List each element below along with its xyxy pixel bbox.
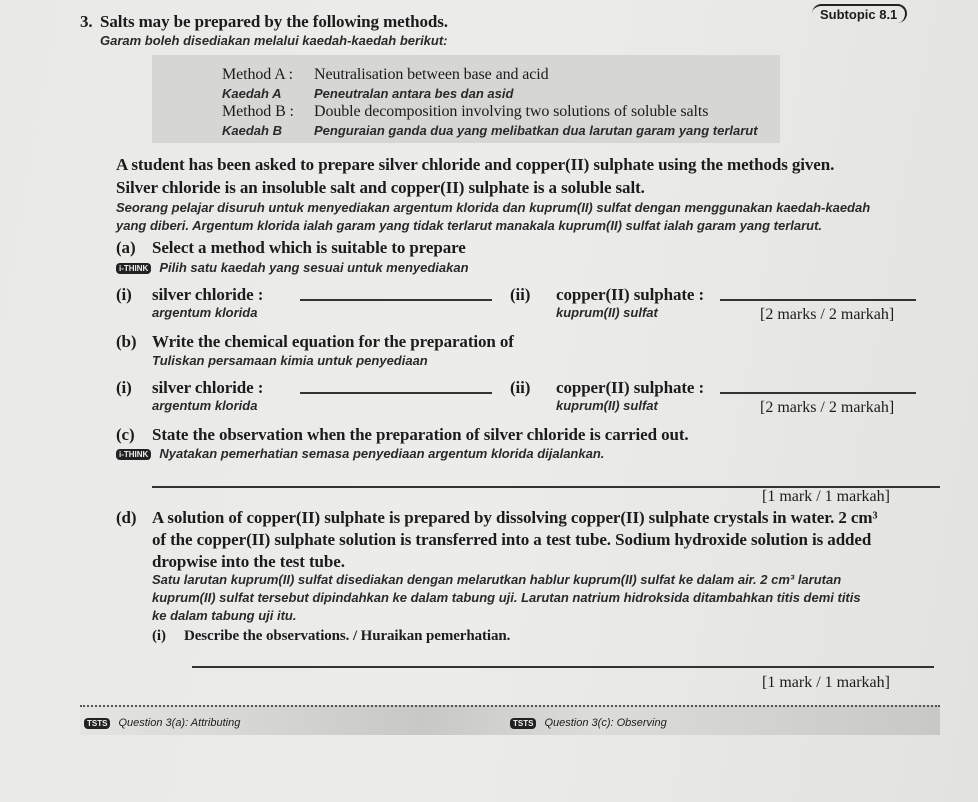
part-d-ms-1: Satu larutan kuprum(II) sulfat disediakan dengan melarutkan hablur kuprum(II) sulfat ke dalam air. 2 cm³ larutan [152, 572, 842, 587]
tsts-badge: TSTS [84, 718, 110, 729]
part-b-i-label: (i) [116, 378, 132, 397]
kaedah-a-text: Peneutralan antara bes dan asid [314, 86, 514, 101]
part-a-i-label: (i) [116, 285, 132, 304]
part-d-marks: [1 mark / 1 markah] [762, 674, 890, 691]
part-b-label: (b) [116, 332, 137, 351]
part-a-ii-text: copper(II) sulphate : [556, 285, 705, 304]
ithink-badge: i-THINK [116, 263, 151, 274]
answer-line-a-ii[interactable] [720, 299, 916, 301]
part-b-i-text: silver chloride : [152, 378, 264, 397]
method-a-label: Method A : [222, 66, 294, 83]
part-d-en-2: of the copper(II) sulphate solution is transferred into a test tube. Sodium hydroxide solution is added [152, 530, 872, 549]
method-b-label: Method B : [222, 103, 294, 120]
stem-en-2: Silver chloride is an insoluble salt and copper(II) sulphate is a soluble salt. [116, 178, 645, 197]
answer-line-d-i[interactable] [192, 666, 934, 668]
part-b-ii-ms: kuprum(II) sulfat [556, 398, 658, 413]
part-b-en: Write the chemical equation for the preparation of [152, 332, 514, 351]
intro-en: Salts may be prepared by the following methods. [100, 12, 448, 31]
method-a-text: Neutralisation between base and acid [314, 66, 549, 83]
answer-line-b-i[interactable] [300, 392, 492, 394]
method-b-text: Double decomposition involving two solutions of soluble salts [314, 103, 709, 120]
kaedah-b-label: Kaedah B [222, 123, 282, 138]
question-number: 3. [80, 12, 93, 31]
part-d-label: (d) [116, 508, 137, 527]
intro-ms: Garam boleh disediakan melalui kaedah-kaedah berikut: [100, 33, 448, 48]
part-b-marks: [2 marks / 2 markah] [760, 399, 895, 416]
stem-en-1: A student has been asked to prepare silver chloride and copper(II) sulphate using the methods given. [116, 155, 835, 174]
kaedah-b-text: Penguraian ganda dua yang melibatkan dua larutan garam yang terlarut [314, 123, 758, 138]
footer-skill-c: Question 3(c): Observing [544, 717, 667, 729]
subtopic-label: Subtopic 8.1 [812, 4, 907, 23]
part-c-en: State the observation when the preparation of silver chloride is carried out. [152, 425, 689, 444]
part-a-ii-ms: kuprum(II) sulfat [556, 305, 658, 320]
footer-skill-a: Question 3(a): Attributing [118, 717, 241, 729]
part-a-ii-label: (ii) [510, 285, 531, 304]
part-d-ms-2: kuprum(II) sulfat tersebut dipindahkan ke dalam tabung uji. Larutan natrium hidroksida ditambahkan titis demi titis [152, 590, 861, 605]
tsts-badge: TSTS [510, 718, 536, 729]
ithink-badge: i-THINK [116, 449, 151, 460]
part-d-i-label: (i) [152, 628, 166, 644]
part-c-label: (c) [116, 425, 135, 444]
part-a-en: Select a method which is suitable to prepare [152, 238, 466, 257]
methods-box [152, 55, 780, 143]
skills-footer [80, 705, 940, 735]
part-a-label: (a) [116, 238, 136, 257]
part-c-marks: [1 mark / 1 markah] [762, 488, 890, 505]
part-b-ii-text: copper(II) sulphate : [556, 378, 705, 397]
part-b-ms: Tuliskan persamaan kimia untuk penyediaan [152, 353, 428, 368]
part-d-en-3: dropwise into the test tube. [152, 552, 345, 571]
part-a-i-text: silver chloride : [152, 285, 264, 304]
part-d-i-text: Describe the observations. / Huraikan pemerhatian. [184, 628, 511, 644]
part-b-ii-label: (ii) [510, 378, 531, 397]
stem-ms-2: yang diberi. Argentum klorida ialah garam yang tidak terlarut manakala kuprum(II) sulfat ialah garam yang terlarut. [116, 218, 823, 233]
answer-line-b-ii[interactable] [720, 392, 916, 394]
kaedah-a-label: Kaedah A [222, 86, 282, 101]
answer-line-a-i[interactable] [300, 299, 492, 301]
part-a-marks: [2 marks / 2 markah] [760, 306, 895, 323]
stem-ms-1: Seorang pelajar disuruh untuk menyediakan argentum klorida dan kuprum(II) sulfat dengan menggunakan kaedah-kaedah [116, 200, 871, 215]
part-d-ms-3: ke dalam tabung uji itu. [152, 608, 297, 623]
part-b-i-ms: argentum klorida [152, 398, 258, 413]
part-a-i-ms: argentum klorida [152, 305, 258, 320]
part-d-en-1: A solution of copper(II) sulphate is prepared by dissolving copper(II) sulphate crystals in water. 2 cm³ [152, 508, 878, 527]
part-a-ms: Pilih satu kaedah yang sesuai untuk menyediakan [159, 260, 469, 275]
part-c-ms: Nyatakan pemerhatian semasa penyediaan argentum klorida dijalankan. [159, 446, 605, 461]
